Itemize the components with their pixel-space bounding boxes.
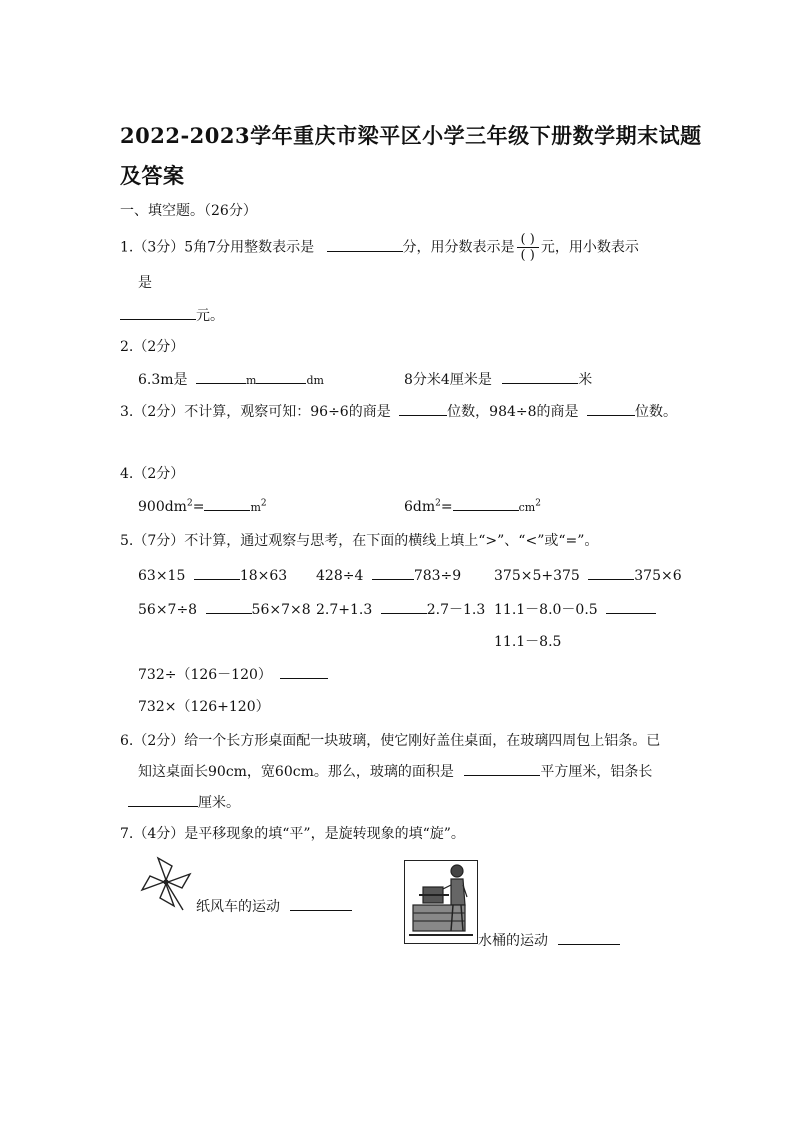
q7-blank-bucket[interactable] <box>558 930 620 945</box>
pinwheel-image <box>136 852 196 912</box>
q6-line2-b: 平方厘米，铝条长 <box>540 764 653 780</box>
q5-r2c1-right: 56×7×8 <box>251 602 311 618</box>
q5-r2c1-left: 56×7÷8 <box>138 602 198 618</box>
q7-blank-pinwheel[interactable] <box>290 896 352 911</box>
q5-r1c1 <box>138 565 287 584</box>
q4-a-sup: 2 <box>186 498 193 509</box>
q5-r3-left: 732÷（126－120） <box>138 667 272 683</box>
q6-line3-text: 厘米。 <box>198 795 240 811</box>
water-bucket-image <box>404 860 478 944</box>
q5-r1c1-left: 63×15 <box>138 568 186 584</box>
page-title-line2: 及答案 <box>120 163 185 188</box>
pinwheel-caption: 纸风车的运动 <box>196 899 280 915</box>
q5-r2c3-right: 11.1－8.5 <box>494 634 562 650</box>
q4-part-b <box>404 496 541 515</box>
q2-a-unit2: dm <box>306 374 324 387</box>
q5-r2c2-left: 2.7+1.3 <box>316 602 373 618</box>
q6-line2 <box>138 761 652 781</box>
question-1-line3 <box>120 305 224 325</box>
page-title-line1: 2022-2023学年重庆市梁平区小学三年级下册数学期末试题 <box>120 123 702 148</box>
bucket-caption: 水桶的运动 <box>478 933 548 949</box>
q4-a-prefix: 900dm <box>138 499 187 515</box>
q4-b-prefix: 6dm <box>404 499 436 515</box>
q7-label: 7.（4分）是平移现象的填“平”，是旋转现象的填“旋”。 <box>120 826 465 842</box>
q1-frac-num: ( ) <box>517 232 539 248</box>
q4-b-unit-sup: 2 <box>535 498 541 509</box>
q2-label: 2.（2分） <box>120 339 185 355</box>
q5-r1c1-blank[interactable] <box>194 565 240 580</box>
q5-r1c2-blank[interactable] <box>372 565 414 580</box>
q3-end: 位数。 <box>634 404 677 420</box>
q2-blank-m[interactable] <box>196 369 246 384</box>
q5-r1c2-right: 783÷9 <box>413 568 462 584</box>
q2-part-a <box>138 369 324 389</box>
q5-r1c3-right: 375×6 <box>634 568 682 584</box>
q4-a-eq: = <box>192 499 205 515</box>
q4-a-unit-sup: 2 <box>260 498 267 509</box>
q5-r1c3-blank[interactable] <box>588 565 634 580</box>
q6-line2-a: 知这桌面长90cm，宽60cm。那么，玻璃的面积是 <box>138 764 454 780</box>
q3-blank-2[interactable] <box>587 401 635 416</box>
q5-r1c2 <box>316 565 461 584</box>
q5-r1c3 <box>494 565 682 584</box>
q4-part-a <box>138 496 267 515</box>
q7-pinwheel-row <box>196 896 352 916</box>
q3-blank-1[interactable] <box>399 401 447 416</box>
q5-r2c3-left: 11.1－8.0－0.5 <box>494 602 598 618</box>
q2-a-prefix: 6.3m是 <box>138 372 188 388</box>
q6-line3 <box>128 792 240 812</box>
q5-r2c3 <box>494 599 656 619</box>
q5-r2c2-blank[interactable] <box>381 599 427 614</box>
q4-blank-2[interactable] <box>453 496 519 511</box>
q2-part-b <box>404 369 592 389</box>
q3-label: 3.（2分）不计算，观察可知：96÷6的商是 <box>120 404 391 420</box>
q5-label: 5.（7分）不计算，通过观察与思考，在下面的横线上填上“>”、“<”或“=”。 <box>120 533 599 549</box>
q1-cont: 是 <box>138 275 152 291</box>
q5-r3-blank[interactable] <box>280 664 328 679</box>
q4-a-unit: m <box>250 501 261 514</box>
q2-a-unit1: m <box>246 374 257 387</box>
q4-label: 4.（2分） <box>120 466 185 482</box>
q1-label: 1.（3分）5角7分用整数表示是 <box>120 239 315 256</box>
section-heading: 一、填空题。（26分） <box>120 203 257 219</box>
q1-unit1: 分，用分数表示是 <box>402 239 515 256</box>
q5-r1c2-left: 428÷4 <box>316 568 364 584</box>
q6-blank-length[interactable] <box>128 792 198 807</box>
question-1-line1 <box>120 232 639 263</box>
q2-b-unit: 米 <box>578 372 593 388</box>
q5-r3-right: 732×（126+120） <box>138 699 270 715</box>
q5-r2c3-blank[interactable] <box>606 599 656 614</box>
q5-r1c3-left: 375×5+375 <box>494 568 580 584</box>
q1-unit2: 元，用小数表示 <box>540 239 639 256</box>
q5-r3 <box>138 664 328 684</box>
q4-b-sup: 2 <box>435 498 441 509</box>
q6-line1: 6.（2分）给一个长方形桌面配一块玻璃，使它刚好盖住桌面，在玻璃四周包上铝条。已 <box>120 733 661 749</box>
q5-r2c1-blank[interactable] <box>206 599 252 614</box>
q1-fraction[interactable] <box>517 232 539 263</box>
q4-b-unit: cm <box>518 501 536 514</box>
q1-frac-den: ( ) <box>520 248 535 263</box>
q5-r2c2 <box>316 599 485 619</box>
q1-blank-2[interactable] <box>120 305 196 320</box>
question-3 <box>120 401 677 421</box>
q1-unit3: 元。 <box>196 308 224 324</box>
q3-mid: 位数，984÷8的商是 <box>447 404 579 420</box>
q5-r2c2-right: 2.7－1.3 <box>426 602 486 618</box>
q2-blank-meter[interactable] <box>502 369 578 384</box>
q6-blank-area[interactable] <box>464 761 540 776</box>
q4-b-eq: = <box>440 499 453 515</box>
q5-r2c1 <box>138 599 311 618</box>
q5-r1c1-right: 18×63 <box>239 568 288 584</box>
q2-blank-dm[interactable] <box>256 369 306 384</box>
q2-b-prefix: 8分米4厘米是 <box>404 372 492 388</box>
q4-blank-1[interactable] <box>204 496 250 511</box>
q7-bucket-row <box>478 930 620 950</box>
q1-blank-1[interactable] <box>327 237 403 252</box>
